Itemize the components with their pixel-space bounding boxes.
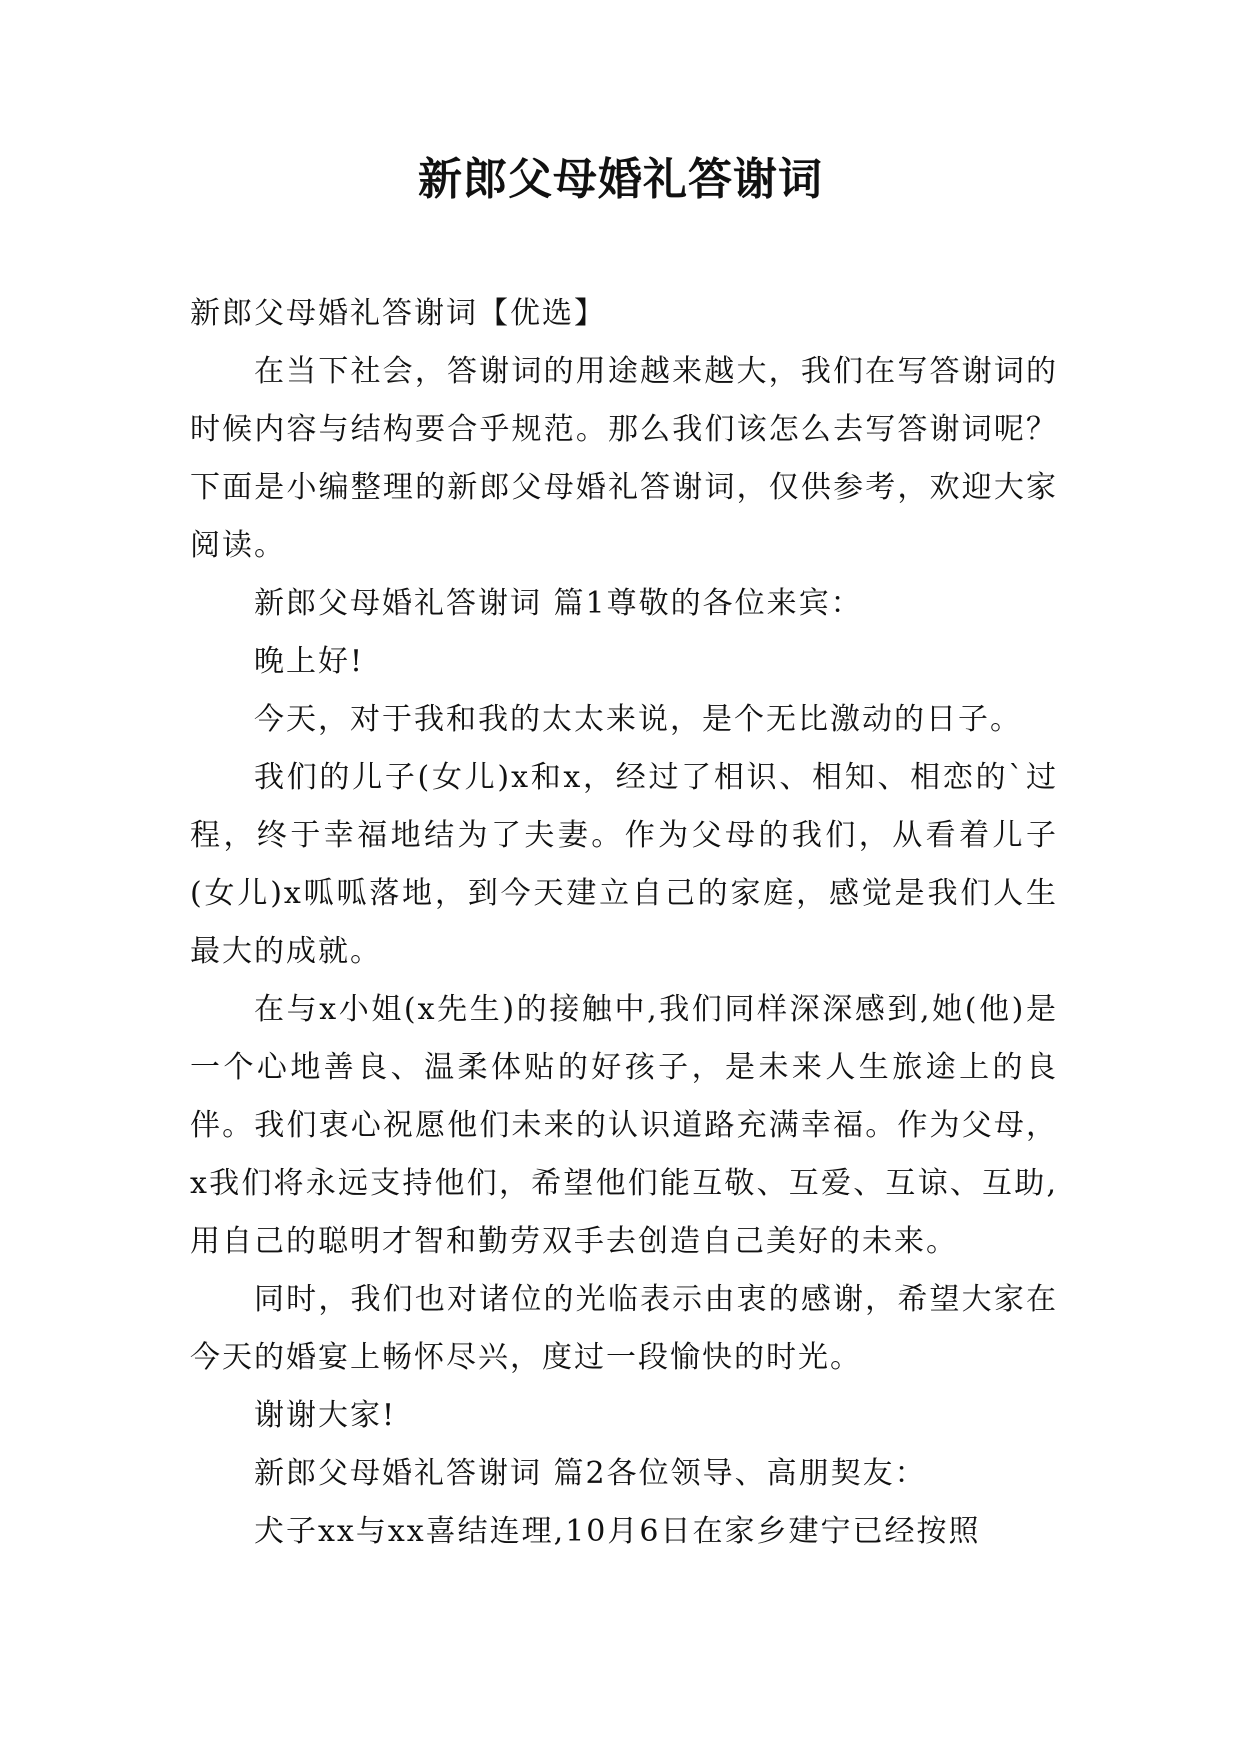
body-paragraph: 在与x小姐(x先生)的接触中,我们同样深深感到,她(他)是一个心地善良、温柔体贴的好孩子，是未来人生旅途上的良伴。我们衷心祝愿他们未来的认识道路充满幸福。作为父母，x我们将永远支持他们，希望他们能互敬、互爱、互谅、互助,用自己的聪明才智和勤劳双手去创造自己美好的未来。: [190, 992, 1058, 1259]
greeting-paragraph: 晚上好!: [254, 644, 365, 679]
document-subtitle: 新郎父母婚礼答谢词【优选】: [190, 296, 606, 331]
document-title: 新郎父母婚礼答谢词: [418, 154, 823, 205]
body-paragraph: 同时，我们也对诸位的光临表示由衷的感谢，希望大家在今天的婚宴上畅怀尽兴，度过一段愉快的时光。: [190, 1282, 1058, 1375]
speech-2-heading: 新郎父母婚礼答谢词 篇2各位领导、高朋契友：: [254, 1456, 927, 1491]
closing-paragraph: 谢谢大家!: [254, 1398, 397, 1433]
body-paragraph: 犬子xx与xx喜结连理,10月6日在家乡建宁已经按照: [254, 1514, 981, 1549]
speech-1-heading: 新郎父母婚礼答谢词 篇1尊敬的各位来宾：: [254, 586, 863, 621]
document-body: [190, 285, 1058, 1561]
body-paragraph: 我们的儿子(女儿)x和x，经过了相识、相知、相恋的`过程，终于幸福地结为了夫妻。作为父母的我们，从看着儿子(女儿)x呱呱落地，到今天建立自己的家庭，感觉是我们人生最大的成就。: [190, 760, 1058, 969]
body-paragraph: 今天，对于我和我的太太来说，是个无比激动的日子。: [254, 702, 1022, 737]
intro-paragraph: 在当下社会，答谢词的用途越来越大，我们在写答谢词的时候内容与结构要合乎规范。那么我们该怎么去写答谢词呢？下面是小编整理的新郎父母婚礼答谢词，仅供参考，欢迎大家阅读。: [190, 354, 1058, 563]
